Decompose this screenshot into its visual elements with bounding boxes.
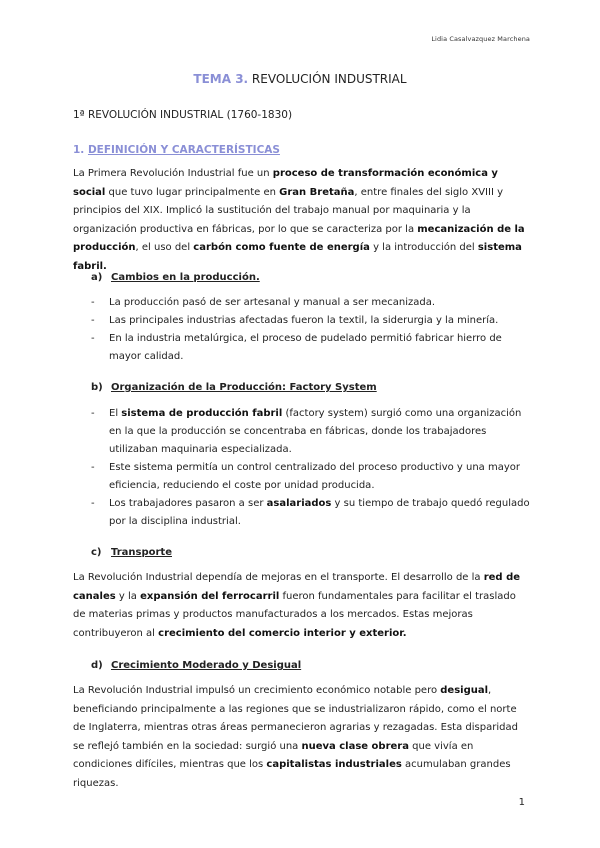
subheading-d-letter: d)	[91, 660, 103, 671]
subheading-b-title: Organización de la Producción: Factory System	[111, 382, 377, 393]
list-b	[91, 405, 531, 531]
section-heading	[73, 144, 280, 156]
title-tema-label: TEMA 3.	[193, 72, 249, 86]
intro-text-2: que tuvo lugar principalmente en	[105, 186, 280, 198]
list-item: - Las principales industrias afectadas fueron la textil, la siderurgia y la minería.	[91, 315, 499, 326]
list-item: - Este sistema permitía un control centralizado del proceso productivo y una mayor eficiencia, reduciendo el coste por unidad producida.	[91, 462, 521, 491]
intro-bold-3: mecanización de la producción	[73, 223, 525, 253]
intro-text-5: y la introducción del	[369, 242, 478, 253]
intro-bold-2: Gran Bretaña	[279, 186, 355, 198]
list-item: - Los trabajadores pasaron a ser asalariados y su tiempo de trabajo quedó regulado por la disciplina industrial.	[91, 498, 530, 527]
intro-text-1: La Primera Revolución Industrial fue un	[73, 168, 273, 179]
intro-bold-1: proceso de transformación económica y social	[73, 168, 498, 198]
document-subtitle: 1ª REVOLUCIÓN INDUSTRIAL (1760-1830)	[73, 109, 293, 121]
subheading-a-title: Cambios en la producción.	[111, 272, 260, 283]
intro-paragraph	[73, 165, 531, 276]
document-title	[0, 72, 600, 86]
list-a	[91, 294, 531, 366]
subheading-d-title: Crecimiento Moderado y Desigual	[111, 660, 302, 671]
subheading-c	[91, 547, 172, 558]
intro-bold-5: sistema fabril.	[73, 242, 522, 272]
list-item: - La producción pasó de ser artesanal y manual a ser mecanizada.	[91, 297, 436, 308]
intro-bold-4: carbón como fuente de energía	[193, 242, 370, 253]
intro-text-3: , entre finales del siglo XVIII y principios del XIX. Implicó la sustitución del trabajo manual por maquinaria y la organización productiva en fábricas, por lo que se caracteriza por la	[73, 186, 503, 235]
section-title-link[interactable]: DEFINICIÓN Y CARACTERÍSTICAS	[87, 144, 280, 156]
transport-paragraph: La Revolución Industrial dependía de mejoras en el transporte. El desarrollo de la red de canales y la expansión del ferrocarril fueron fundamentales para facilitar el traslado de materias primas y productos manufacturados a los mercados. Estas mejoras contribuyeron al crecimiento del comercio interior y exterior.	[73, 572, 521, 639]
list-item: - En la industria metalúrgica, el proceso de pudelado permitió fabricar hierro de mayor calidad.	[91, 333, 502, 362]
subheading-a-letter: a)	[91, 272, 103, 283]
list-item: - El sistema de producción fabril (factory system) surgió como una organización en la que la producción se concentraba en fábricas, donde los trabajadores utilizaban maquinaria especializada.	[91, 408, 522, 455]
subheading-b-letter: b)	[91, 382, 103, 393]
section-number: 1.	[73, 144, 85, 156]
subheading-d	[91, 660, 301, 671]
intro-text-4: , el uso del	[135, 242, 194, 253]
growth-paragraph: La Revolución Industrial impulsó un crecimiento económico notable pero desigual, beneficiando principalmente a las regiones que se industrializaron rápido, como el norte de Inglaterra, mientras otras áreas permanecieron agrarias y rezagadas. Esta disparidad se reflejó también en la sociedad: surgió una nueva clase obrera que vivía en condiciones difíciles, mientras que los capitalistas industriales acumulaban grandes riquezas.	[73, 685, 518, 789]
title-text: REVOLUCIÓN INDUSTRIAL	[248, 72, 407, 86]
subheading-c-letter: c)	[91, 547, 102, 558]
author-header: Lidia Casalvazquez Marchena	[431, 35, 530, 43]
page-number: 1	[518, 797, 525, 808]
subheading-b	[91, 382, 377, 393]
subheading-c-title: Transporte	[111, 547, 172, 558]
subheading-a	[91, 272, 260, 283]
